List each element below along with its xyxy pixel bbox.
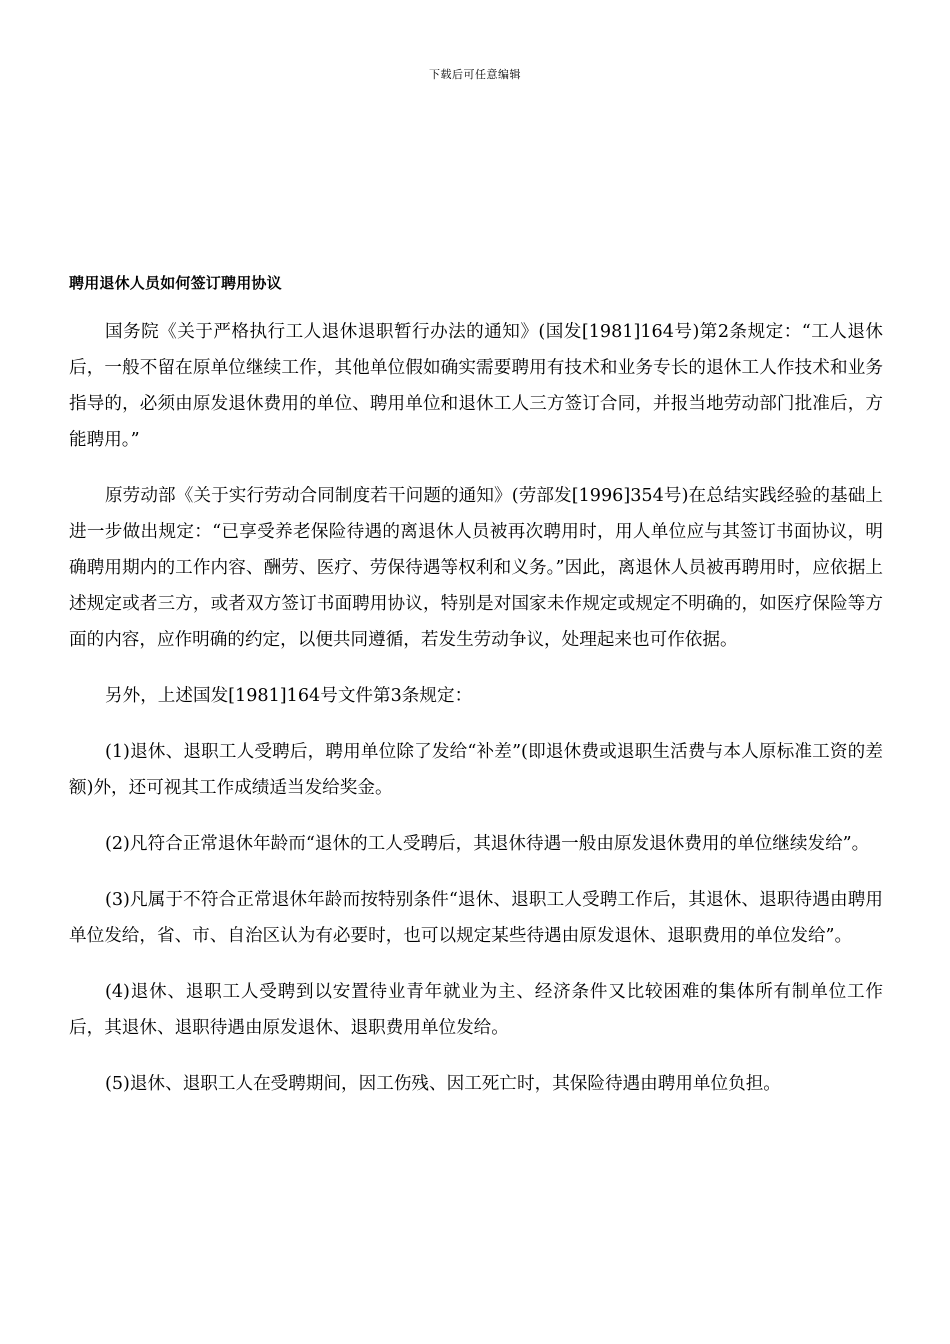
header-note: 下载后可任意编辑	[429, 68, 521, 81]
document-body	[69, 314, 883, 1122]
paragraph-item-2: (2)凡符合正常退休年龄而“退休的工人受聘后，其退休待遇一般由原发退休费用的单位继续发给”。	[105, 834, 870, 854]
document-title: 聘用退休人员如何签订聘用协议	[69, 274, 282, 292]
paragraph-item-5: (5)退休、退职工人在受聘期间，因工伤残、因工死亡时，其保险待遇由聘用单位负担。	[105, 1074, 781, 1094]
paragraph-item-3: (3)凡属于不符合正常退休年龄而按特别条件“退休、退职工人受聘工作后，其退休、退职待遇由聘用单位发给，省、市、自治区认为有必要时，也可以规定某些待遇由原发退休、退职费用的单位发给”。	[69, 890, 883, 946]
paragraph-article-3-intro: 另外，上述国发[1981]164号文件第3条规定：	[105, 686, 473, 706]
paragraph-labor-ministry-notice: 原劳动部《关于实行劳动合同制度若干问题的通知》(劳部发[1996]354号)在总结实践经验的基础上进一步做出规定：“已享受养老保险待遇的离退休人员被再次聘用时，用人单位应与其签订书面协议，明确聘用期内的工作内容、酬劳、医疗、劳保待遇等权利和义务。”因此，离退休人员被再聘用时，应依据上述规定或者三方，或者双方签订书面聘用协议，特别是对国家未作规定或规定不明确的，如医疗保险等方面的内容，应作明确的约定，以便共同遵循，若发生劳动争议，处理起来也可作依据。	[69, 486, 883, 650]
paragraph-state-council-notice: 国务院《关于严格执行工人退休退职暂行办法的通知》(国发[1981]164号)第2条规定：“工人退休后，一般不留在原单位继续工作，其他单位假如确实需要聘用有技术和业务专长的退休工人作技术和业务指导的，必须由原发退休费用的单位、聘用单位和退休工人三方签订合同，并报当地劳动部门批准后，方能聘用。”	[69, 322, 883, 450]
paragraph-item-1: (1)退休、退职工人受聘后，聘用单位除了发给“补差”(即退休费或退职生活费与本人原标准工资的差额)外，还可视其工作成绩适当发给奖金。	[69, 742, 883, 798]
paragraph-item-4: (4)退休、退职工人受聘到以安置待业青年就业为主、经济条件又比较困难的集体所有制单位工作后，其退休、退职待遇由原发退休、退职费用单位发给。	[69, 982, 883, 1038]
